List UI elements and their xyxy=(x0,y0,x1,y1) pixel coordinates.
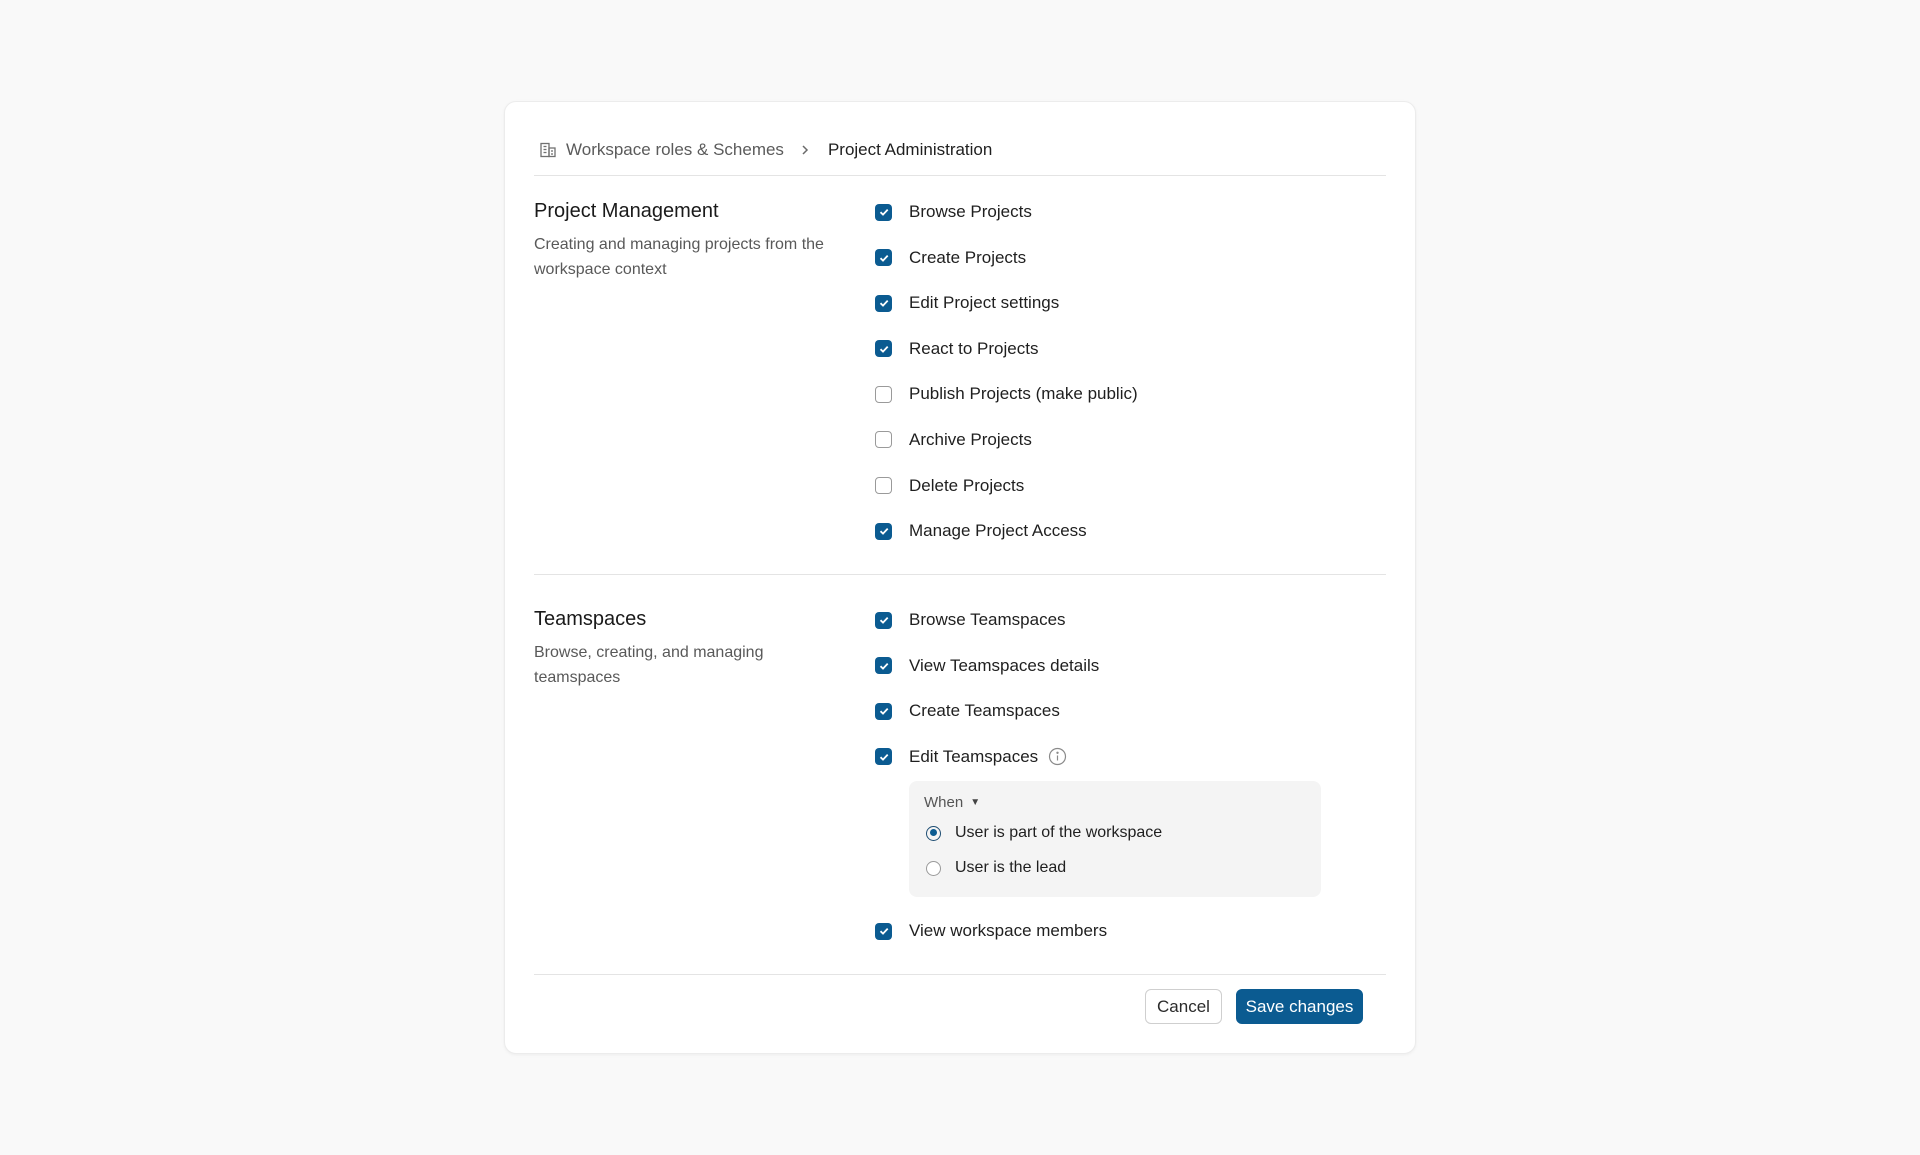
permission-create-projects[interactable] xyxy=(875,245,1138,271)
condition-label: When xyxy=(924,794,964,811)
checkbox-checked-icon[interactable] xyxy=(875,748,892,765)
section-desc-teamspaces: Browse, creating, and managing teamspaces xyxy=(534,644,764,686)
permission-archive-projects[interactable] xyxy=(875,427,1138,453)
radio-unselected-icon[interactable] xyxy=(926,861,941,876)
checkbox-checked-icon[interactable] xyxy=(875,923,892,940)
breadcrumb xyxy=(539,140,992,160)
divider xyxy=(534,974,1386,975)
permission-label: Create Teamspaces xyxy=(909,701,1060,721)
section-desc-project-management: Creating and managing projects from the workspace context xyxy=(534,236,824,278)
checkbox-unchecked-icon[interactable] xyxy=(875,477,892,494)
checkbox-unchecked-icon[interactable] xyxy=(875,386,892,403)
checkbox-checked-icon[interactable] xyxy=(875,340,892,357)
section-title-project-management: Project Management xyxy=(534,200,719,222)
permission-edit-project-settings[interactable] xyxy=(875,290,1138,316)
project-management-permissions xyxy=(875,199,1138,564)
permission-label: Publish Projects (make public) xyxy=(909,384,1138,404)
permission-view-workspace-members[interactable] xyxy=(875,918,1107,944)
permission-edit-teamspaces[interactable] xyxy=(875,744,1099,770)
building-icon xyxy=(539,141,557,159)
divider xyxy=(534,175,1386,176)
condition-option-lead[interactable] xyxy=(926,859,1066,877)
breadcrumb-parent-link[interactable]: Workspace roles & Schemes xyxy=(566,140,784,159)
permission-label: Archive Projects xyxy=(909,429,1032,449)
permission-label: Edit Teamspaces xyxy=(909,746,1039,766)
caret-down-icon: ▼ xyxy=(970,797,981,808)
permission-react-to-projects[interactable] xyxy=(875,336,1138,362)
checkbox-checked-icon[interactable] xyxy=(875,523,892,540)
permission-view-teamspaces-details[interactable] xyxy=(875,653,1099,679)
breadcrumb-current: Project Administration xyxy=(827,140,993,159)
permission-label: View Teamspaces details xyxy=(909,655,1100,675)
checkbox-checked-icon[interactable] xyxy=(875,657,892,674)
condition-option-label: User is the lead xyxy=(955,859,1067,876)
edit-teamspaces-condition xyxy=(909,781,1321,897)
checkbox-checked-icon[interactable] xyxy=(875,612,892,629)
chevron-right-icon xyxy=(800,144,810,156)
condition-option-label: User is part of the workspace xyxy=(955,824,1163,841)
permission-label: View workspace members xyxy=(909,921,1108,940)
permission-label: React to Projects xyxy=(909,338,1039,358)
permission-delete-projects[interactable] xyxy=(875,473,1138,499)
checkbox-checked-icon[interactable] xyxy=(875,204,892,221)
permission-label: Browse Teamspaces xyxy=(909,610,1066,629)
permission-label: Edit Project settings xyxy=(909,293,1060,313)
teamspaces-permissions xyxy=(875,607,1099,789)
divider xyxy=(534,574,1386,575)
permission-create-teamspaces[interactable] xyxy=(875,698,1099,724)
checkbox-unchecked-icon[interactable] xyxy=(875,431,892,448)
permission-label: Create Projects xyxy=(909,247,1027,267)
permission-label: Delete Projects xyxy=(909,475,1025,495)
checkbox-checked-icon[interactable] xyxy=(875,703,892,720)
section-title-teamspaces: Teamspaces xyxy=(534,608,647,630)
permission-label: Browse Projects xyxy=(909,202,1032,221)
checkbox-checked-icon[interactable] xyxy=(875,249,892,266)
permission-publish-projects[interactable] xyxy=(875,381,1138,407)
teamspaces-permissions-extra xyxy=(875,918,1107,964)
permission-browse-teamspaces[interactable] xyxy=(875,607,1099,633)
permission-browse-projects[interactable] xyxy=(875,199,1138,225)
radio-selected-icon[interactable] xyxy=(926,826,941,841)
cancel-button[interactable]: Cancel xyxy=(1145,989,1222,1024)
permission-label: Manage Project Access xyxy=(909,521,1087,541)
checkbox-checked-icon[interactable] xyxy=(875,295,892,312)
save-changes-button[interactable]: Save changes xyxy=(1236,989,1363,1024)
condition-dropdown[interactable] xyxy=(924,794,980,811)
condition-option-workspace-member[interactable] xyxy=(926,824,1162,842)
permissions-card xyxy=(504,101,1416,1054)
permission-manage-project-access[interactable] xyxy=(875,518,1138,544)
info-icon[interactable] xyxy=(1048,747,1067,766)
